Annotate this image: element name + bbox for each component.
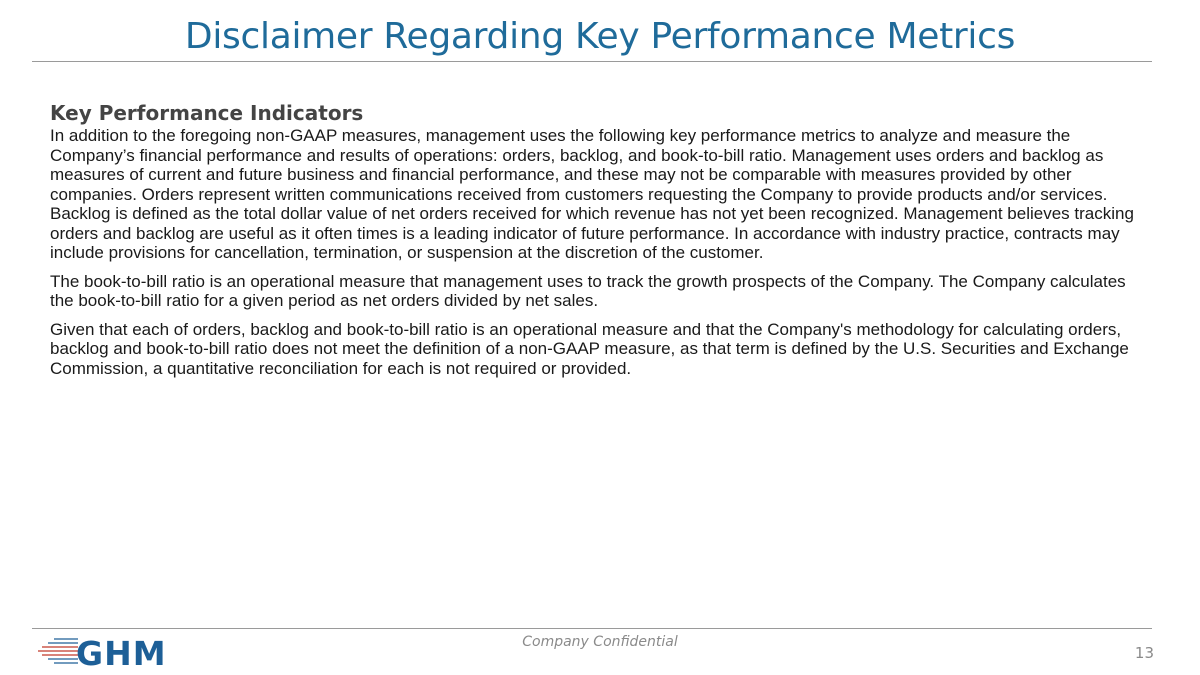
title-divider (32, 61, 1152, 62)
slide-content (50, 100, 1150, 387)
slide-title: Disclaimer Regarding Key Performance Metrics (184, 16, 1016, 57)
paragraph-book-to-bill: The book-to-bill ratio is an operational measure that management uses to track the growth prospects of the Company. The Company calculates the book-to-bill ratio for a given period as net orders divided by net sales. (50, 271, 1126, 310)
section-heading: Key Performance Indicators (50, 101, 364, 125)
confidential-label: Company Confidential (522, 634, 678, 650)
paragraph-non-gaap-note: Given that each of orders, backlog and book-to-bill ratio is an operational measure and that the Company's methodology for calculating orders, backlog and book-to-bill ratio does not meet the definition of a non-GAAP measure, as that term is defined by the U.S. Securities and Exchange Commission, a quantitative reconciliation for each is not required or provided. (50, 319, 1129, 378)
footer-divider (32, 628, 1152, 629)
logo-text: GHM (76, 634, 167, 670)
page-number: 13 (1134, 644, 1154, 662)
paragraph-kpi-definitions: In addition to the foregoing non-GAAP measures, management uses the following key performance metrics to analyze and measure the Company’s financial performance and results of operations: orders, backlog, and book-to-bill ratio. Management uses orders and backlog as measures of current and future business and financial performance, and these may not be comparable with measures provided by other companies. Orders represent written communications received from customers requesting the Company to provide products and/or services. Backlog is defined as the total dollar value of net orders received for which revenue has not yet been recognized. Management believes tracking orders and backlog are useful as it often times is a leading indicator of future performance. In accordance with industry practice, contracts may include provisions for cancellation, termination, or suspension at the discretion of the customer. (50, 126, 1134, 262)
